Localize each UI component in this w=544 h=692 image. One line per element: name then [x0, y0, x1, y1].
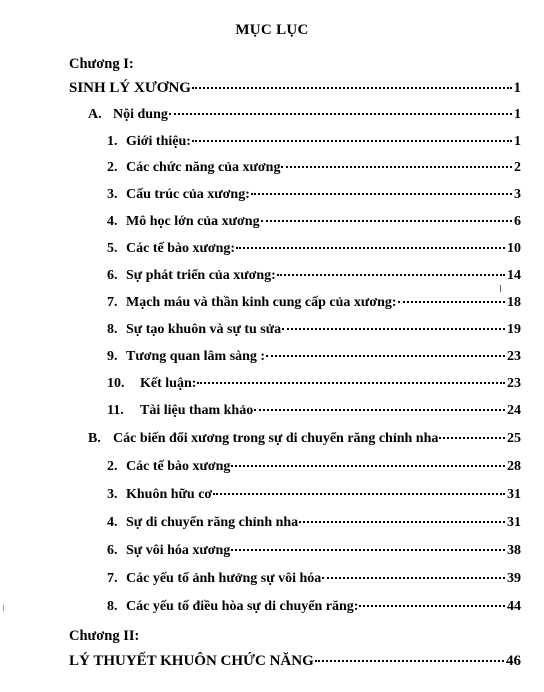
toc-entry-label: Mạch máu và thần kinh cung cấp của xương: [126, 295, 397, 310]
dot-leader [261, 220, 512, 222]
toc-entry-label: SINH LÝ XƯƠNG [69, 80, 191, 96]
toc-entry-page: 14 [507, 268, 521, 283]
toc-entry [107, 322, 521, 338]
toc-entry-number: B. [88, 431, 101, 446]
dot-leader [231, 549, 505, 551]
toc-entry [107, 268, 521, 284]
toc-entry-number: 1. [107, 134, 118, 149]
toc-entry-label: Các tế bào xương [126, 459, 231, 474]
toc-entry-page: 1 [514, 134, 521, 149]
dot-leader [192, 140, 512, 142]
dot-leader [277, 274, 505, 276]
toc-entry-page: 44 [507, 599, 521, 614]
toc-entry [107, 134, 521, 150]
toc-entry-label: Kết luận: [140, 376, 197, 391]
dot-leader [439, 437, 505, 439]
toc-entry-label: Tương quan lâm sàng : [126, 349, 266, 364]
chapter-heading: Chương I: [69, 56, 134, 72]
toc-entry-number: 8. [107, 599, 118, 614]
dot-leader [281, 166, 512, 168]
toc-entry-page: 23 [507, 376, 521, 391]
toc-entry-label: Các tế bào xương: [126, 241, 236, 256]
toc-entry-page: 39 [507, 571, 521, 586]
toc-entry [69, 80, 521, 97]
toc-entry-number: 6. [107, 268, 118, 283]
toc-entry-number: 5. [107, 241, 118, 256]
toc-entry-number: A. [88, 107, 102, 122]
toc-entry-page: 3 [514, 187, 521, 202]
toc-entry-number: 7. [107, 295, 118, 310]
toc-entry [107, 599, 521, 615]
chapter-heading: Chương II: [69, 628, 140, 644]
toc-entry-label: Mô học lớn của xương [126, 214, 260, 229]
toc-entry [107, 160, 521, 176]
toc-entry [107, 459, 521, 475]
toc-entry-number: 2. [107, 459, 118, 474]
toc-entry-label: Giới thiệu: [126, 134, 191, 149]
dot-leader [299, 521, 505, 523]
toc-entry-number: 6. [107, 543, 118, 558]
toc-entry [107, 376, 521, 392]
dot-leader [398, 301, 505, 303]
toc-title: MỤC LỤC [235, 22, 309, 38]
dot-leader [236, 247, 505, 249]
toc-entry [107, 295, 521, 311]
dot-leader [282, 328, 505, 330]
toc-entry-label: Tài liệu tham khảo [140, 403, 254, 418]
toc-entry-page: 19 [507, 322, 521, 337]
toc-entry-number: 4. [107, 214, 118, 229]
toc-entry-label: Nội dung [113, 107, 168, 122]
toc-entry-number: 7. [107, 571, 118, 586]
toc-entry-number: 3. [107, 487, 118, 502]
toc-entry [107, 571, 521, 587]
toc-entry-number: 10. [107, 376, 125, 391]
scan-artifact [3, 605, 4, 611]
toc-entry [88, 431, 521, 447]
dot-leader [315, 660, 504, 662]
toc-entry-label: LÝ THUYẾT KHUÔN CHỨC NĂNG [69, 653, 314, 669]
toc-entry-page: 18 [507, 295, 521, 310]
toc-entry-page: 25 [507, 431, 521, 446]
toc-entry [107, 403, 521, 419]
toc-entry-page: 31 [507, 487, 521, 502]
toc-entry-number: 9. [107, 349, 118, 364]
toc-entry-page: 1 [513, 80, 521, 96]
toc-entry-page: 46 [506, 653, 521, 669]
toc-entry-page: 2 [514, 160, 521, 175]
toc-entry [107, 543, 521, 559]
toc-entry-label: Sự tạo khuôn và sự tu sửa [126, 322, 282, 337]
toc-entry-label: Sự di chuyển răng chỉnh nha [126, 515, 299, 530]
dot-leader [359, 605, 505, 607]
toc-entry [107, 487, 521, 503]
dot-leader [322, 577, 505, 579]
toc-entry-label: Các biến đổi xương trong sự di chuyển răng chỉnh nha [113, 431, 439, 446]
toc-entry-number: 2. [107, 160, 118, 175]
toc-entry-label: Các yếu tố ảnh hưởng sự vôi hóa [126, 571, 322, 586]
dot-leader [231, 465, 505, 467]
toc-entry-label: Các chức năng của xương [126, 160, 281, 175]
toc-entry [88, 107, 521, 123]
toc-entry-number: 8. [107, 322, 118, 337]
toc-entry-label: Khuôn hữu cơ [126, 487, 213, 502]
dot-leader [197, 382, 505, 384]
scan-artifact [500, 285, 501, 292]
toc-entry-number: 4. [107, 515, 118, 530]
toc-entry-page: 24 [507, 403, 521, 418]
toc-entry-page: 1 [514, 107, 521, 122]
toc-entry [107, 515, 521, 531]
toc-entry-page: 23 [507, 349, 521, 364]
toc-entry-label: Các yếu tố điều hòa sự di chuyển răng: [126, 599, 359, 614]
toc-entry-page: 6 [514, 214, 521, 229]
toc-entry [107, 187, 521, 203]
dot-leader [192, 87, 512, 89]
toc-entry-number: 3. [107, 187, 118, 202]
toc-entry-label: Sự vôi hóa xương [126, 543, 231, 558]
toc-entry-page: 28 [507, 459, 521, 474]
toc-entry-page: 10 [507, 241, 521, 256]
toc-entry-page: 31 [507, 515, 521, 530]
dot-leader [251, 193, 512, 195]
dot-leader [266, 355, 505, 357]
dot-leader [213, 493, 505, 495]
toc-entry [69, 653, 521, 670]
dot-leader [169, 113, 512, 115]
toc-entry-page: 38 [507, 543, 521, 558]
dot-leader [254, 409, 505, 411]
toc-entry-number: 11. [107, 403, 124, 418]
toc-entry [107, 349, 521, 365]
toc-entry [107, 214, 521, 230]
toc-entry-label: Sự phát triển của xương: [126, 268, 276, 283]
toc-entry-label: Cấu trúc của xương: [126, 187, 250, 202]
toc-entry [107, 241, 521, 257]
